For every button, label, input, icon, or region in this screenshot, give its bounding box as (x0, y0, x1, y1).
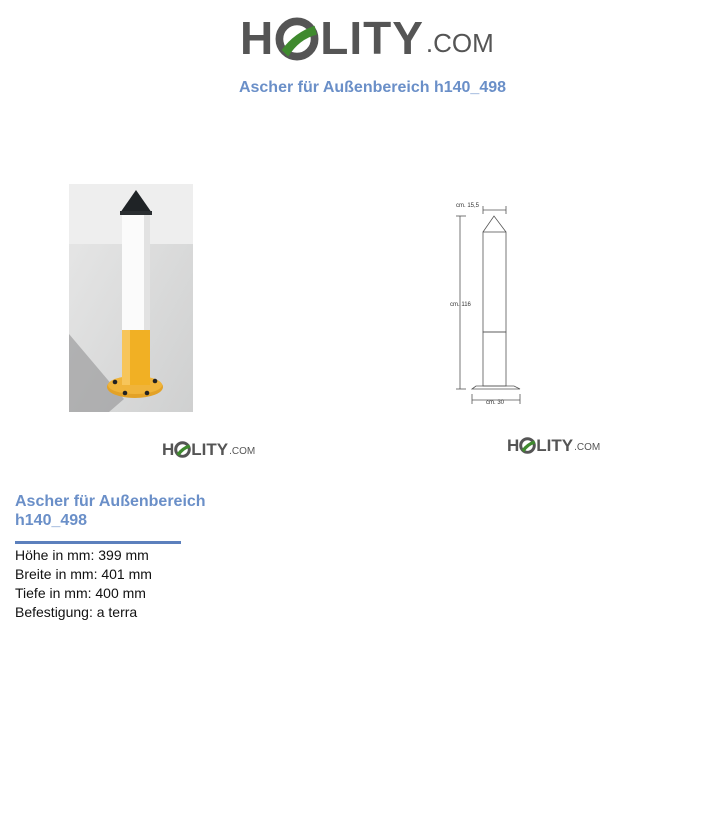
logo-o-icon (174, 441, 191, 458)
logo-text-end: LITY (191, 440, 229, 459)
logo-suffix: .COM (229, 446, 256, 457)
logo-suffix: .COM (574, 442, 601, 453)
product-title-line1: Ascher für Außenbereich (15, 493, 206, 510)
spec-depth: Tiefe in mm: 400 mm (15, 585, 146, 601)
logo-o-icon (275, 17, 319, 61)
spec-width: Breite in mm: 401 mm (15, 566, 152, 582)
technical-drawing (440, 196, 540, 410)
logo-text-start: H (507, 436, 520, 455)
logo-text-end: LITY (320, 12, 424, 64)
product-title-line2: h140_498 (15, 512, 88, 529)
title-divider (15, 541, 181, 544)
drawing-height-label: cm. 116 (450, 302, 471, 308)
spec-height: Höhe in mm: 399 mm (15, 547, 149, 563)
brand-logo[interactable] (240, 10, 494, 65)
spec-mounting: Befestigung: a terra (15, 604, 138, 620)
product-photo (69, 184, 193, 412)
drawing-base-width-label: cm. 30 (486, 400, 505, 406)
logo-text-start: H (240, 12, 275, 64)
logo-text-end: LITY (536, 436, 574, 455)
logo-text-start: H (162, 440, 175, 459)
product-specs (15, 546, 152, 622)
page-title: Ascher für Außenbereich h140_498 (238, 79, 507, 96)
drawing-top-width-label: cm. 15,5 (456, 203, 480, 209)
logo-o-icon (519, 437, 536, 454)
photo-watermark-logo (162, 436, 255, 460)
product-title (15, 492, 245, 530)
logo-suffix: .COM (425, 28, 494, 58)
drawing-watermark-logo (507, 432, 600, 456)
